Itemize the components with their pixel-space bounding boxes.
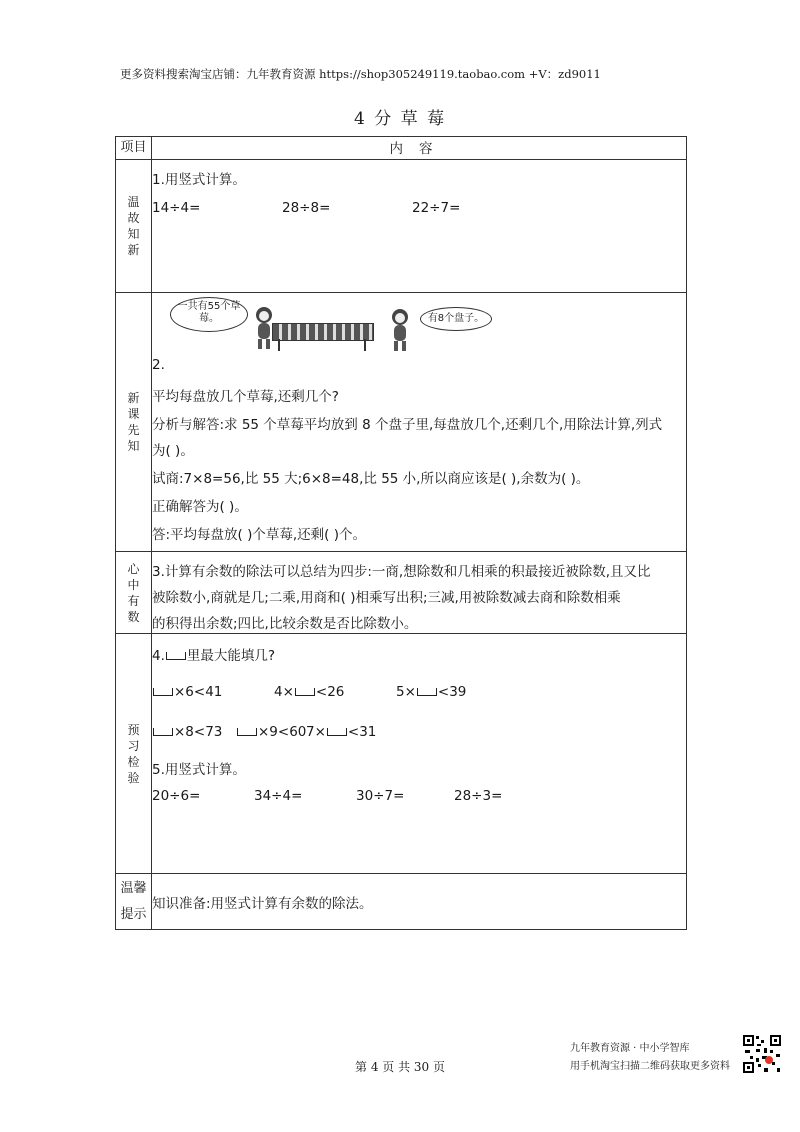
final-answer-line: 答:平均每盘放( )个草莓,还剩( )个。 bbox=[152, 527, 366, 543]
section-tips-label-1: 温馨 bbox=[120, 880, 147, 896]
section-new-lesson-row bbox=[116, 293, 687, 552]
inequality-item bbox=[396, 684, 466, 700]
inequality-pre: 5× bbox=[396, 684, 416, 700]
table-leg-icon bbox=[278, 339, 280, 351]
calc-item: 28÷3= bbox=[454, 788, 503, 804]
section-tips-label-2: 提示 bbox=[120, 906, 147, 922]
correct-answer-line: 正确解答为( )。 bbox=[152, 499, 248, 515]
section-summary-label: 心中有数 bbox=[127, 561, 140, 624]
inequality-post: <39 bbox=[437, 684, 467, 700]
question-4-suffix: 里最大能填几? bbox=[186, 648, 276, 664]
blank-box bbox=[327, 728, 347, 736]
section-tips-row bbox=[116, 874, 687, 930]
section-tips-label-cell bbox=[116, 874, 152, 930]
section-review-label-cell bbox=[116, 160, 152, 293]
speech-bubble-right: 有8个盘子。 bbox=[420, 307, 492, 331]
section-summary-content bbox=[152, 552, 687, 634]
question-2-text: 平均每盘放几个草莓,还剩几个? bbox=[152, 389, 339, 405]
inequality-post: ×9<60 bbox=[258, 724, 307, 740]
blank-box bbox=[153, 728, 173, 736]
tips-text: 知识准备:用竖式计算有余数的除法。 bbox=[152, 895, 373, 912]
inequality-row-1 bbox=[152, 684, 686, 700]
question-4-prefix: 4. bbox=[152, 648, 165, 664]
section-review-label: 温故知新 bbox=[127, 195, 140, 257]
page-number: 第 4 页 共 30 页 bbox=[355, 1060, 445, 1074]
question-2-number: 2. bbox=[152, 357, 165, 373]
trial-line: 试商:7×8=56,比 55 大;6×8=48,比 55 小,所以商应该是( ),余数为( )。 bbox=[152, 471, 590, 487]
blank-box bbox=[153, 688, 173, 696]
analysis-line-1: 分析与解答:求 55 个草莓平均放到 8 个盘子里,每盘放几个,还剩几个,用除法计算,列式 bbox=[152, 417, 663, 433]
calc-item: 30÷7= bbox=[356, 788, 405, 804]
calc-item: 22÷7= bbox=[412, 200, 461, 216]
blank-box bbox=[237, 728, 257, 736]
calc-item: 28÷8= bbox=[282, 200, 331, 216]
section-review-content bbox=[152, 160, 687, 293]
header-item-cell bbox=[116, 137, 152, 160]
inequality-post: ×6<41 bbox=[174, 684, 223, 700]
inequality-item bbox=[152, 724, 236, 740]
table-leg-icon bbox=[364, 339, 366, 351]
calc-row-2 bbox=[152, 788, 686, 804]
strawberry-table-icon bbox=[272, 323, 374, 341]
blank-box bbox=[166, 652, 186, 660]
section-practice-label-cell bbox=[116, 634, 152, 874]
monkey-icon bbox=[384, 307, 416, 353]
question-4 bbox=[152, 644, 686, 664]
summary-line-2: 被除数小,商就是几;二乘,用商和( )相乘写出积;三减,用被除数减去商和除数相乘 bbox=[152, 590, 621, 606]
summary-line-3: 的积得出余数;四比,比较余数是否比除数小。 bbox=[152, 616, 418, 632]
header-item-label: 项目 bbox=[120, 140, 147, 155]
section-summary-label-cell bbox=[116, 552, 152, 634]
brand-line-1: 九年教育资源 · 中小学智库 bbox=[570, 1043, 690, 1054]
section-practice-row bbox=[116, 634, 687, 874]
inequality-pre: 7× bbox=[306, 724, 326, 740]
page-title: 4 分 草 莓 bbox=[353, 109, 447, 129]
inequality-item bbox=[274, 684, 396, 700]
analysis-line-2: 为( )。 bbox=[152, 443, 194, 459]
inequality-row-2 bbox=[152, 724, 686, 740]
summary-line-1: 3.计算有余数的除法可以总结为四步:一商,想除数和几相乘的积最接近被除数,且又比 bbox=[152, 564, 651, 580]
brand-line-2: 用手机淘宝扫描二维码获取更多资料 bbox=[570, 1061, 730, 1072]
section-tips-content bbox=[152, 874, 687, 930]
section-practice-label: 预习检验 bbox=[127, 722, 140, 785]
inequality-post: <31 bbox=[347, 724, 377, 740]
question-1: 1.用竖式计算。 bbox=[152, 172, 246, 188]
worksheet-table bbox=[115, 136, 687, 930]
section-new-content bbox=[152, 293, 687, 552]
inequality-pre: 4× bbox=[274, 684, 294, 700]
inequality-item bbox=[306, 724, 376, 740]
speech-bubble-left: 一共有55个草莓。 bbox=[170, 297, 248, 332]
section-new-label-cell bbox=[116, 293, 152, 552]
header-promo: 更多资料搜索淘宝店铺：九年教育资源 https://shop305249119.taobao.com +V：zd9011 bbox=[120, 67, 601, 81]
blank-box bbox=[417, 688, 437, 696]
section-review-row bbox=[116, 160, 687, 293]
header-content-cell: 内容 bbox=[152, 137, 687, 160]
section-summary-row bbox=[116, 552, 687, 634]
table-header-row bbox=[116, 137, 687, 160]
inequality-post: <26 bbox=[315, 684, 345, 700]
question-5: 5.用竖式计算。 bbox=[152, 762, 246, 778]
inequality-item bbox=[236, 724, 306, 740]
inequality-post: ×8<73 bbox=[174, 724, 223, 740]
section-new-label: 新课先知 bbox=[127, 391, 140, 453]
calc-item: 14÷4= bbox=[152, 200, 201, 216]
inequality-item bbox=[152, 684, 274, 700]
calc-item: 34÷4= bbox=[254, 788, 303, 804]
section-practice-content bbox=[152, 634, 687, 874]
calc-item: 20÷6= bbox=[152, 788, 201, 804]
calc-row-1 bbox=[152, 200, 686, 216]
blank-box bbox=[295, 688, 315, 696]
illustration bbox=[152, 293, 686, 349]
